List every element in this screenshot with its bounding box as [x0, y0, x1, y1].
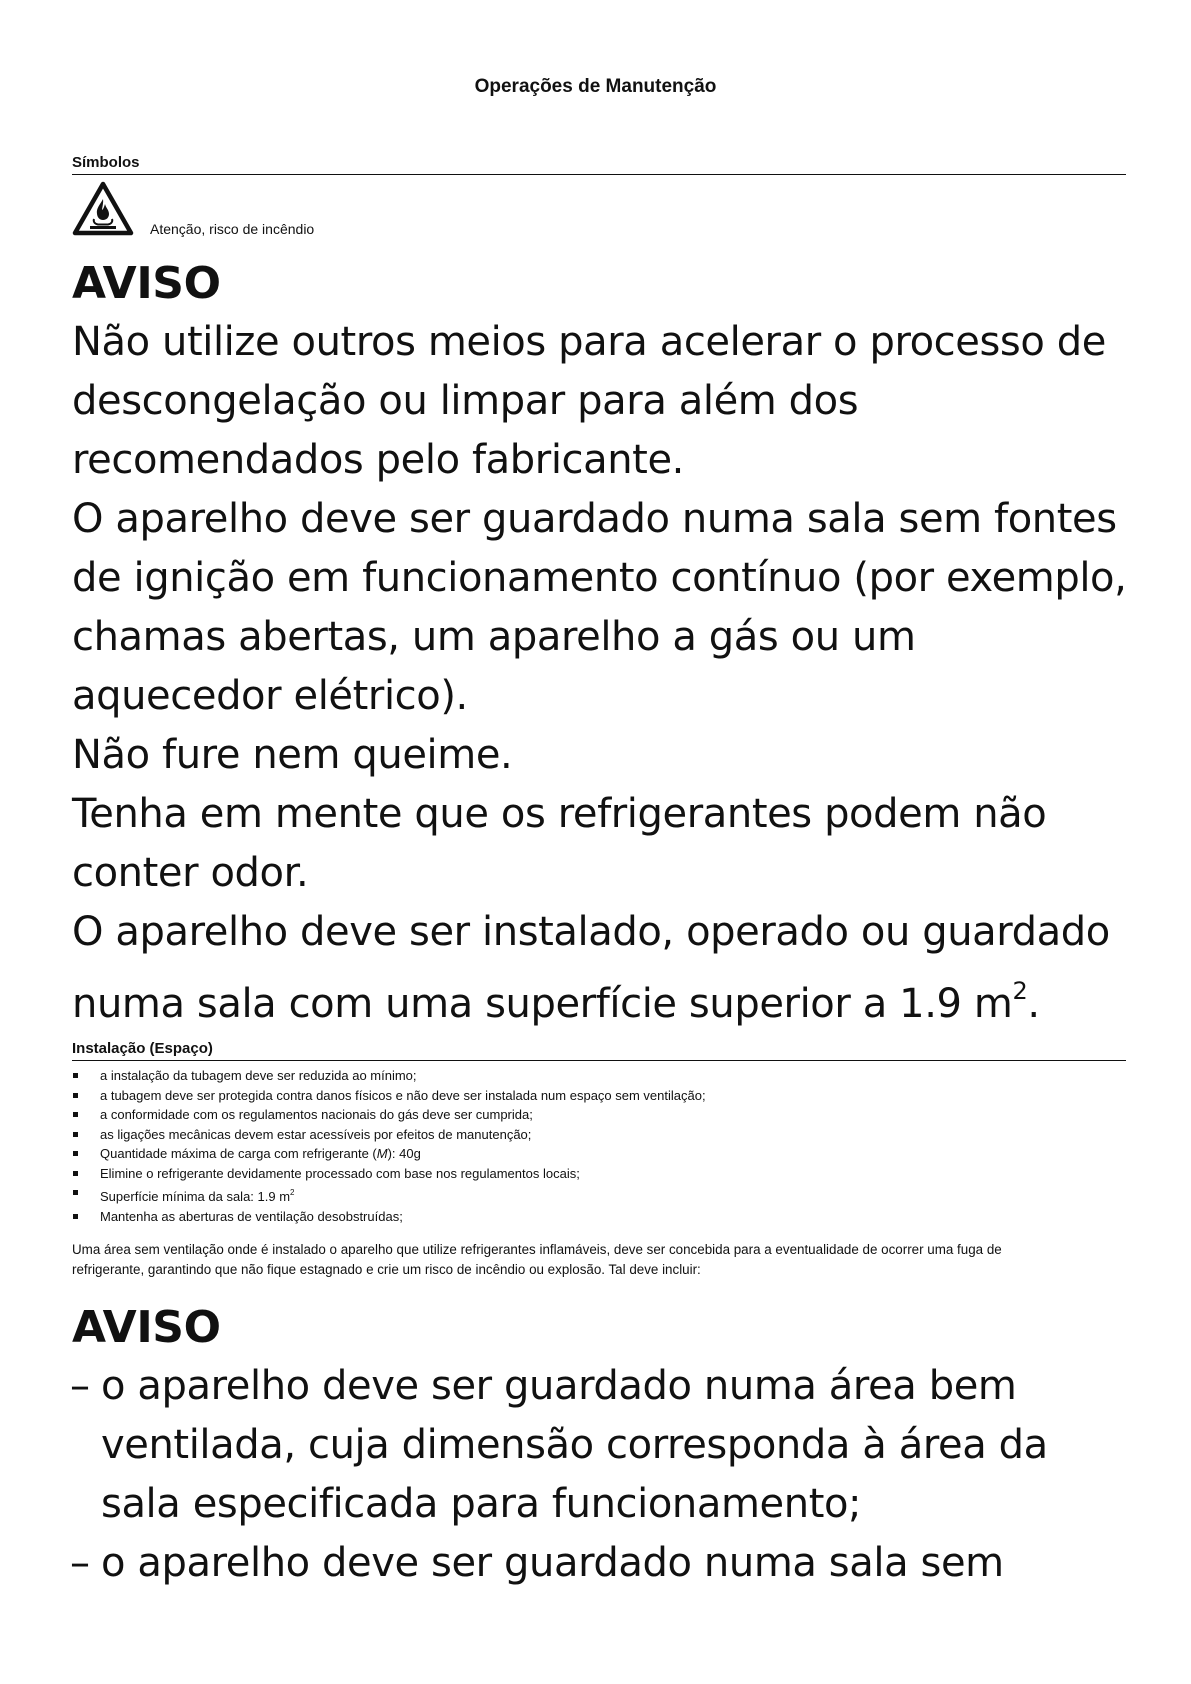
list-item-charge: [72, 1144, 1126, 1164]
installation-heading: Instalação (Espaço): [72, 1040, 1126, 1061]
min-area-superscript: 2: [290, 1188, 295, 1197]
warning-2-line: o aparelho deve ser guardado numa área bem: [101, 1363, 1017, 1409]
bullet-square-icon: [73, 1112, 78, 1117]
symbols-heading: Símbolos: [72, 154, 1126, 175]
dash-marker: –: [70, 1363, 90, 1409]
bullet-square-icon: [73, 1073, 78, 1078]
bullet-square-icon: [73, 1093, 78, 1098]
warning-2-line: sala especificada para funcionamento;: [101, 1481, 862, 1527]
warning-1-line: Não fure nem queime.: [72, 732, 513, 778]
warning-2-item: [72, 1357, 1152, 1534]
fire-warning-label: Atenção, risco de incêndio: [150, 221, 315, 237]
charge-symbol: M: [376, 1146, 388, 1161]
warning-block-2: [72, 1298, 1152, 1593]
warning-1-line: aquecedor elétrico).: [72, 673, 468, 719]
warning-block-1: [72, 254, 1152, 1034]
area-superscript: 2: [1012, 977, 1028, 1005]
warning-2-line: ventilada, cuja dimensão corresponda à área da: [101, 1422, 1048, 1468]
warning-1-line: O aparelho deve ser instalado, operado ou guardado: [72, 909, 1110, 955]
list-item: [72, 1105, 1126, 1125]
warning-1-line: de ignição em funcionamento contínuo (por exemplo,: [72, 555, 1127, 601]
charge-suffix: ): 40g: [387, 1146, 421, 1161]
bullet-square-icon: [73, 1214, 78, 1219]
paragraph-line: refrigerante, garantindo que não fique estagnado e crie um risco de incêndio ou explosão. Tal deve incluir:: [72, 1261, 701, 1277]
warning-1-line: Tenha em mente que os refrigerantes podem não: [72, 791, 1047, 837]
warning-1-title: AVISO: [72, 258, 221, 309]
list-item-text: a conformidade com os regulamentos nacionais do gás deve ser cumprida;: [100, 1107, 533, 1122]
list-item-text: Elimine o refrigerante devidamente processado com base nos regulamentos locais;: [100, 1165, 580, 1181]
bullet-square-icon: [73, 1190, 78, 1195]
dash-marker: –: [70, 1540, 90, 1586]
list-item: [72, 1086, 1126, 1106]
list-item-min-area: [72, 1183, 1126, 1207]
list-item: [72, 1066, 1126, 1086]
warning-1-line: conter odor.: [72, 850, 309, 896]
list-item: [72, 1125, 1126, 1145]
symbol-row: [72, 181, 572, 241]
list-item-text: a tubagem deve ser protegida contra danos físicos e não deve ser instalada num espaço sem ventilação;: [100, 1087, 706, 1103]
warning-1-line: recomendados pelo fabricante.: [72, 437, 684, 483]
fire-warning-icon: [72, 181, 134, 237]
warning-1-line: Não utilize outros meios para acelerar o processo de: [72, 319, 1106, 365]
page-header-title: Operações de Manutenção: [474, 76, 717, 97]
warning-1-line: chamas abertas, um aparelho a gás ou um: [72, 614, 916, 660]
list-item-text: as ligações mecânicas devem estar acessíveis por efeitos de manutenção;: [100, 1126, 532, 1142]
warning-1-line: O aparelho deve ser guardado numa sala sem fontes: [72, 496, 1117, 542]
warning-2-title: AVISO: [72, 1302, 221, 1353]
bullet-square-icon: [73, 1151, 78, 1156]
list-item-text: a instalação da tubagem deve ser reduzida ao mínimo;: [100, 1068, 417, 1083]
area-period: .: [1027, 981, 1040, 1027]
warning-1-area-line: [72, 962, 1152, 1034]
warning-1-line: descongelação ou limpar para além dos: [72, 378, 859, 424]
list-item: [72, 1207, 1126, 1227]
min-area-text: Superfície mínima da sala: 1.9 m: [100, 1189, 291, 1204]
list-item-text: Mantenha as aberturas de ventilação desobstruídas;: [100, 1208, 403, 1224]
bullet-square-icon: [73, 1171, 78, 1176]
bullet-square-icon: [73, 1132, 78, 1137]
warning-2-item: [72, 1534, 1152, 1593]
paragraph-line: Uma área sem ventilação onde é instalado o aparelho que utilize refrigerantes inflamáveis, deve ser concebida para a eventualidade de ocorrer uma fuga de: [72, 1242, 1002, 1257]
warning-2-line: o aparelho deve ser guardado numa sala sem: [101, 1540, 1004, 1586]
list-item: [72, 1164, 1126, 1184]
ventilation-paragraph: [72, 1240, 1132, 1279]
area-text: numa sala com uma superfície superior a 1.9 m: [72, 981, 1013, 1027]
installation-bullet-list: [72, 1066, 1126, 1226]
charge-prefix: Quantidade máxima de carga com refrigerante (: [100, 1146, 377, 1161]
